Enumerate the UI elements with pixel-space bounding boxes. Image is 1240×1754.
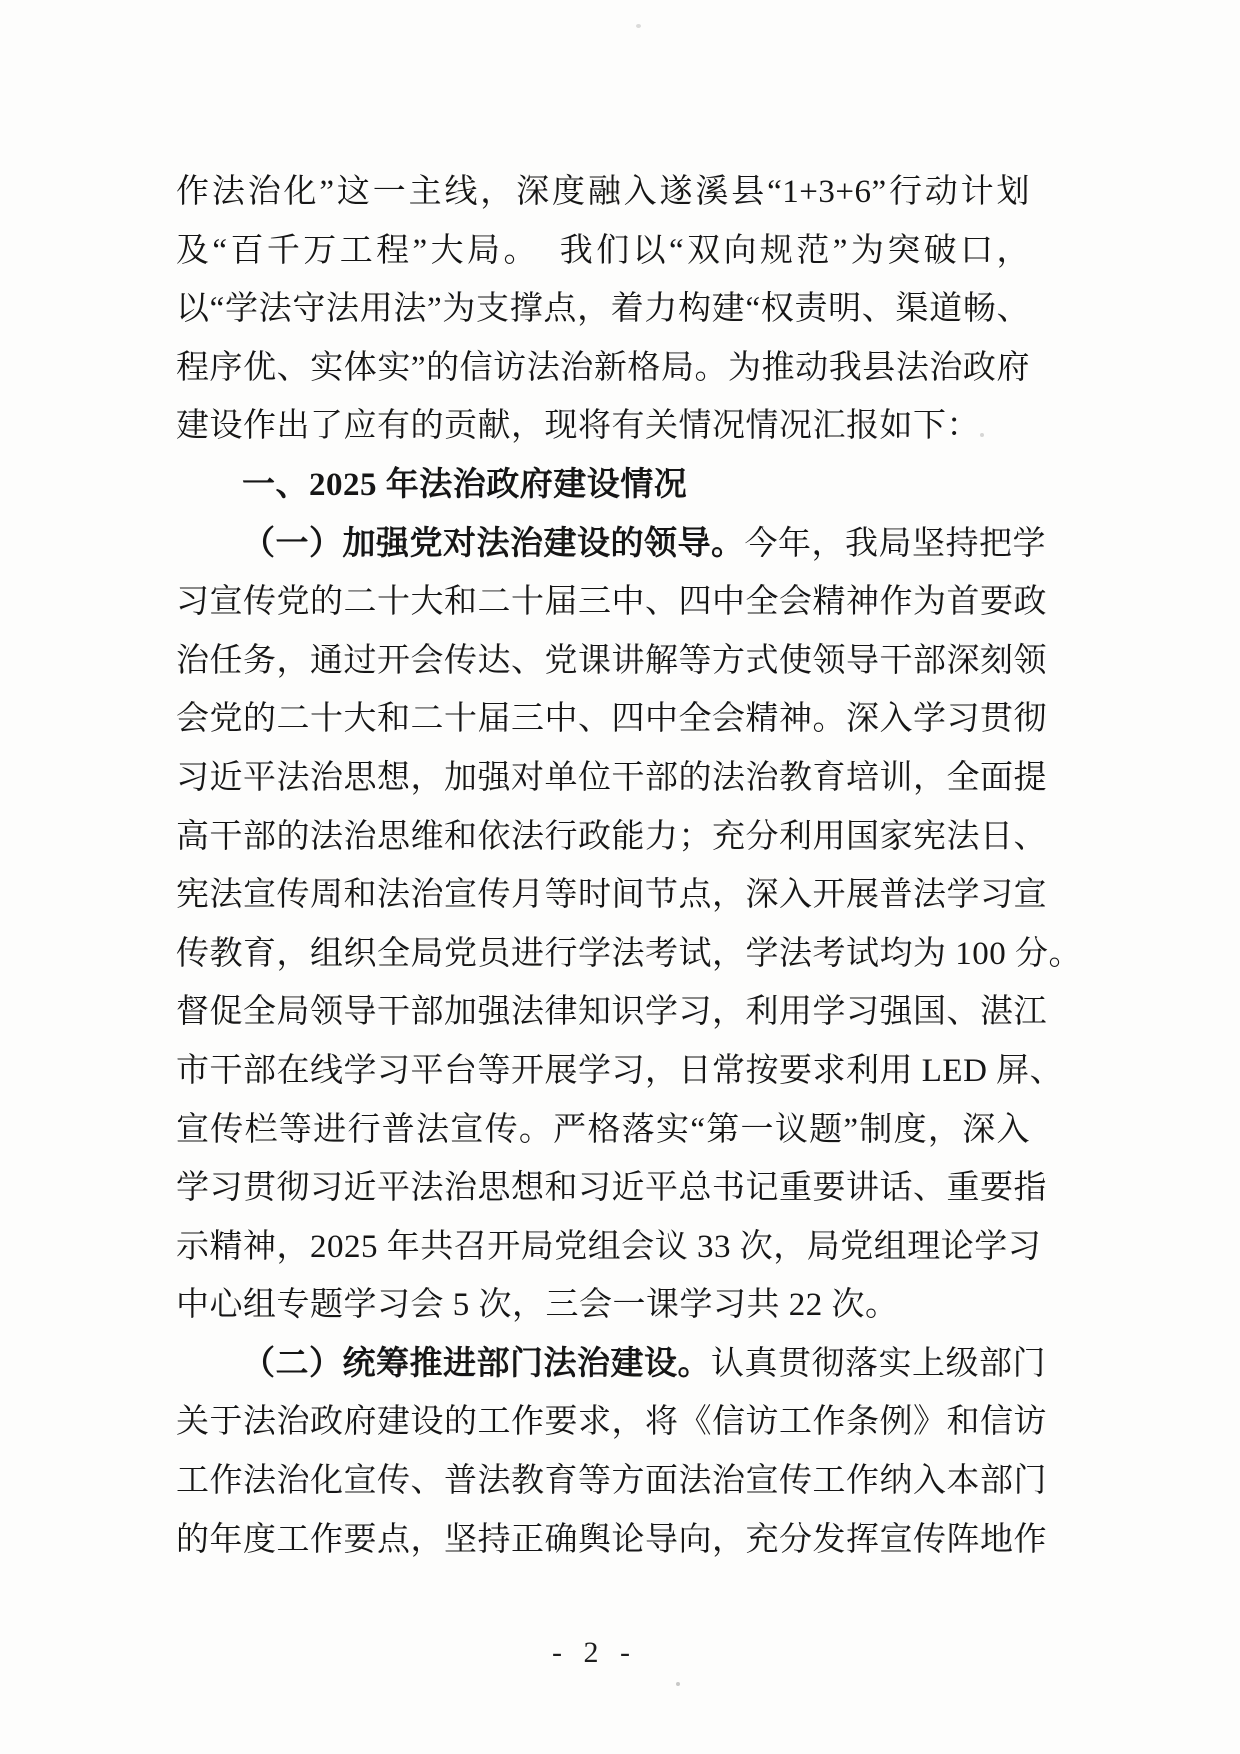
text-line: 传教育，组织全局党员进行学法考试，学法考试均为 100 分。 <box>176 935 1082 972</box>
text-run: 认真贯彻落实上级部门 <box>711 1345 1046 1382</box>
text-line: 督促全局领导干部加强法律知识学习，利用学习强国、湛江 <box>176 994 1047 1031</box>
text-line: 关于法治政府建设的工作要求，将《信访工作条例》和信访 <box>176 1404 1047 1441</box>
text-line: 宪法宣传周和法治宣传月等时间节点，深入开展普法学习宣 <box>176 877 1047 914</box>
scan-speck <box>676 1682 680 1686</box>
text-line: 治任务，通过开会传达、党课讲解等方式使领导干部深刻领 <box>176 642 1047 679</box>
text-line: 市干部在线学习平台等开展学习，日常按要求利用 LED 屏、 <box>176 1052 1064 1089</box>
text-line: 作法治化”这一主线，深度融入遂溪县“1+3+6”行动计划 <box>176 174 1030 210</box>
subsection-2-title: （二）统筹推进部门法治建设。 <box>242 1345 711 1382</box>
text-run: 今年，我局坚持把学 <box>744 525 1046 562</box>
text-line: 中心组专题学习会 5 次，三会一课学习共 22 次。 <box>176 1287 899 1324</box>
text-line: 学习贯彻习近平法治思想和习近平总书记重要讲话、重要指 <box>176 1170 1047 1207</box>
text-line: 程序优、实体实”的信访法治新格局。为推动我县法治政府 <box>176 349 1030 386</box>
text-line <box>176 515 1046 574</box>
subsection-1-title: （一）加强党对法治建设的领导。 <box>242 525 745 562</box>
text-line: 工作法治化宣传、普法教育等方面法治宣传工作纳入本部门 <box>176 1463 1047 1500</box>
text-line: 习宣传党的二十大和二十届三中、四中全会精神作为首要政 <box>176 584 1047 621</box>
text-line: 会党的二十大和二十届三中、四中全会精神。深入学习贯彻 <box>176 701 1047 738</box>
scan-speck <box>980 433 984 437</box>
text-line <box>176 1335 1046 1394</box>
scan-speck <box>636 24 641 28</box>
text-line: 宣传栏等进行普法宣传。严格落实“第一议题”制度，深入 <box>176 1111 1030 1148</box>
page-number: - 2 - <box>552 1636 637 1669</box>
text-line: 的年度工作要点，坚持正确舆论导向，充分发挥宣传阵地作 <box>176 1521 1047 1558</box>
document-body <box>176 163 1082 1569</box>
section-1-heading: 一、2025 年法治政府建设情况 <box>242 466 688 503</box>
text-line: 习近平法治思想，加强对单位干部的法治教育培训，全面提 <box>176 759 1047 796</box>
text-line: 及“百千万工程”大局。 我们以“双向规范”为突破口， <box>176 232 1030 269</box>
text-line: 示精神，2025 年共召开局党组会议 33 次，局党组理论学习 <box>176 1228 1042 1265</box>
text-line: 以“学法守法用法”为支撑点，着力构建“权责明、渠道畅、 <box>176 291 1030 328</box>
text-line: 高干部的法治思维和依法行政能力；充分利用国家宪法日、 <box>176 818 1047 855</box>
text-line: 建设作出了应有的贡献，现将有关情况情况汇报如下： <box>176 408 980 445</box>
